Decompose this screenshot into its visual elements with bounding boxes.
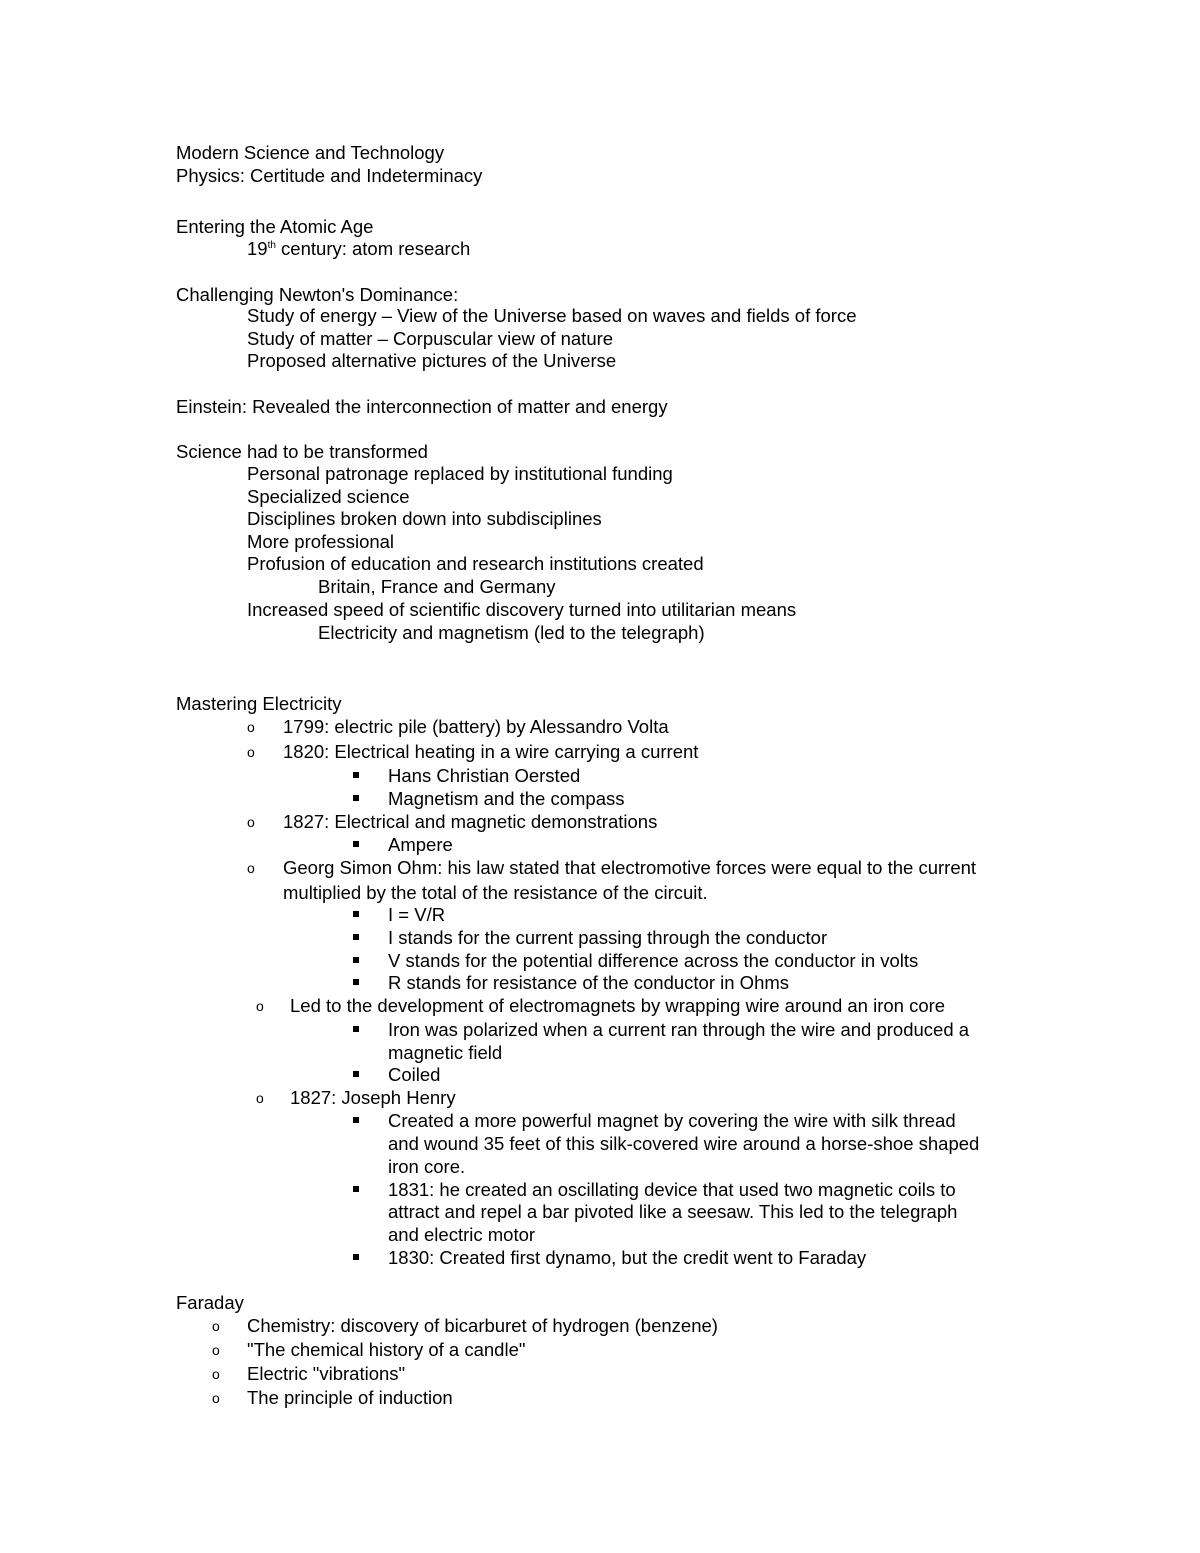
transformed-item: Profusion of education and research institutions created bbox=[247, 553, 704, 574]
transformed-subitem: Electricity and magnetism (led to the telegraph) bbox=[318, 622, 705, 643]
electricity-item-ohm: Georg Simon Ohm: his law stated that electromotive forces were equal to the current bbox=[283, 857, 977, 878]
electromagnets-subitem-iron-cont: magnetic field bbox=[388, 1042, 503, 1063]
square-bullet-icon bbox=[353, 841, 359, 847]
henry-subitem-magnet: Created a more powerful magnet by covering the wire with silk thread bbox=[388, 1110, 956, 1131]
transformed-item: Specialized science bbox=[247, 486, 410, 507]
electricity-item-henry: 1827: Joseph Henry bbox=[290, 1087, 456, 1108]
electricity-item-volta: 1799: electric pile (battery) by Alessandro Volta bbox=[283, 716, 669, 737]
electricity-subitem-compass: Magnetism and the compass bbox=[388, 788, 625, 809]
faraday-item: The principle of induction bbox=[247, 1387, 453, 1408]
electricity-item-electromagnets: Led to the development of electromagnets by wrapping wire around an iron core bbox=[290, 995, 946, 1016]
newton-item: Study of energy – View of the Universe based on waves and fields of force bbox=[247, 305, 857, 326]
hollow-bullet-icon: o bbox=[247, 744, 255, 760]
newton-item: Study of matter – Corpuscular view of nature bbox=[247, 328, 614, 349]
square-bullet-icon bbox=[353, 934, 359, 940]
newton-item: Proposed alternative pictures of the Universe bbox=[247, 350, 617, 371]
einstein-line: Einstein: Revealed the interconnection of matter and energy bbox=[176, 396, 668, 417]
henry-subitem-oscillating: 1831: he created an oscillating device that used two magnetic coils to bbox=[388, 1179, 956, 1200]
square-bullet-icon bbox=[353, 1026, 359, 1032]
square-bullet-icon bbox=[353, 1254, 359, 1260]
electromagnets-subitem-coiled: Coiled bbox=[388, 1064, 441, 1085]
hollow-bullet-icon: o bbox=[256, 998, 264, 1014]
hollow-bullet-icon: o bbox=[212, 1318, 220, 1334]
hollow-bullet-icon: o bbox=[247, 860, 255, 876]
square-bullet-icon bbox=[353, 911, 359, 917]
transformed-subitem: Britain, France and Germany bbox=[318, 576, 556, 597]
section-heading-transformed: Science had to be transformed bbox=[176, 441, 428, 462]
electricity-subitem-oersted: Hans Christian Oersted bbox=[388, 765, 581, 786]
faraday-item: Chemistry: discovery of bicarburet of hydrogen (benzene) bbox=[247, 1315, 718, 1336]
henry-subitem-oscillating-cont: attract and repel a bar pivoted like a seesaw. This led to the telegraph bbox=[388, 1201, 958, 1222]
square-bullet-icon bbox=[353, 1117, 359, 1123]
square-bullet-icon bbox=[353, 772, 359, 778]
transformed-item: Personal patronage replaced by institutional funding bbox=[247, 463, 673, 484]
atomic-age-item bbox=[247, 237, 470, 260]
section-heading-newton: Challenging Newton's Dominance: bbox=[176, 284, 459, 305]
century-suffix: th bbox=[267, 239, 276, 251]
square-bullet-icon bbox=[353, 1071, 359, 1077]
document-title: Modern Science and Technology bbox=[176, 142, 445, 163]
hollow-bullet-icon: o bbox=[247, 719, 255, 735]
electricity-item-heating: 1820: Electrical heating in a wire carrying a current bbox=[283, 741, 699, 762]
square-bullet-icon bbox=[353, 1186, 359, 1192]
ohm-subitem: I = V/R bbox=[388, 904, 446, 925]
transformed-item: More professional bbox=[247, 531, 395, 552]
electromagnets-subitem-iron: Iron was polarized when a current ran through the wire and produced a bbox=[388, 1019, 970, 1040]
section-heading-atomic-age: Entering the Atomic Age bbox=[176, 216, 374, 237]
ohm-subitem: I stands for the current passing through the conductor bbox=[388, 927, 828, 948]
henry-subitem-dynamo: 1830: Created first dynamo, but the credit went to Faraday bbox=[388, 1247, 867, 1268]
electricity-item-demos: 1827: Electrical and magnetic demonstrations bbox=[283, 811, 658, 832]
henry-subitem-magnet-cont: and wound 35 feet of this silk-covered wire around a horse-shoe shaped bbox=[388, 1133, 980, 1154]
square-bullet-icon bbox=[353, 795, 359, 801]
electricity-subitem-ampere: Ampere bbox=[388, 834, 453, 855]
ohm-subitem: R stands for resistance of the conductor in Ohms bbox=[388, 972, 790, 993]
century-text: century: atom research bbox=[275, 238, 471, 259]
henry-subitem-magnet-cont: iron core. bbox=[388, 1156, 466, 1177]
faraday-item: "The chemical history of a candle" bbox=[247, 1339, 526, 1360]
transformed-item: Increased speed of scientific discovery turned into utilitarian means bbox=[247, 599, 797, 620]
square-bullet-icon bbox=[353, 957, 359, 963]
hollow-bullet-icon: o bbox=[212, 1342, 220, 1358]
century-number: 19 bbox=[247, 238, 268, 259]
section-heading-faraday: Faraday bbox=[176, 1292, 244, 1313]
hollow-bullet-icon: o bbox=[247, 814, 255, 830]
faraday-item: Electric "vibrations" bbox=[247, 1363, 406, 1384]
ohm-subitem: V stands for the potential difference across the conductor in volts bbox=[388, 950, 919, 971]
hollow-bullet-icon: o bbox=[212, 1390, 220, 1406]
hollow-bullet-icon: o bbox=[256, 1090, 264, 1106]
electricity-item-ohm-cont: multiplied by the total of the resistance of the circuit. bbox=[283, 882, 708, 903]
henry-subitem-oscillating-cont: and electric motor bbox=[388, 1224, 536, 1245]
transformed-item: Disciplines broken down into subdisciplines bbox=[247, 508, 602, 529]
section-heading-electricity: Mastering Electricity bbox=[176, 693, 342, 714]
square-bullet-icon bbox=[353, 979, 359, 985]
hollow-bullet-icon: o bbox=[212, 1366, 220, 1382]
document-subtitle: Physics: Certitude and Indeterminacy bbox=[176, 165, 483, 186]
